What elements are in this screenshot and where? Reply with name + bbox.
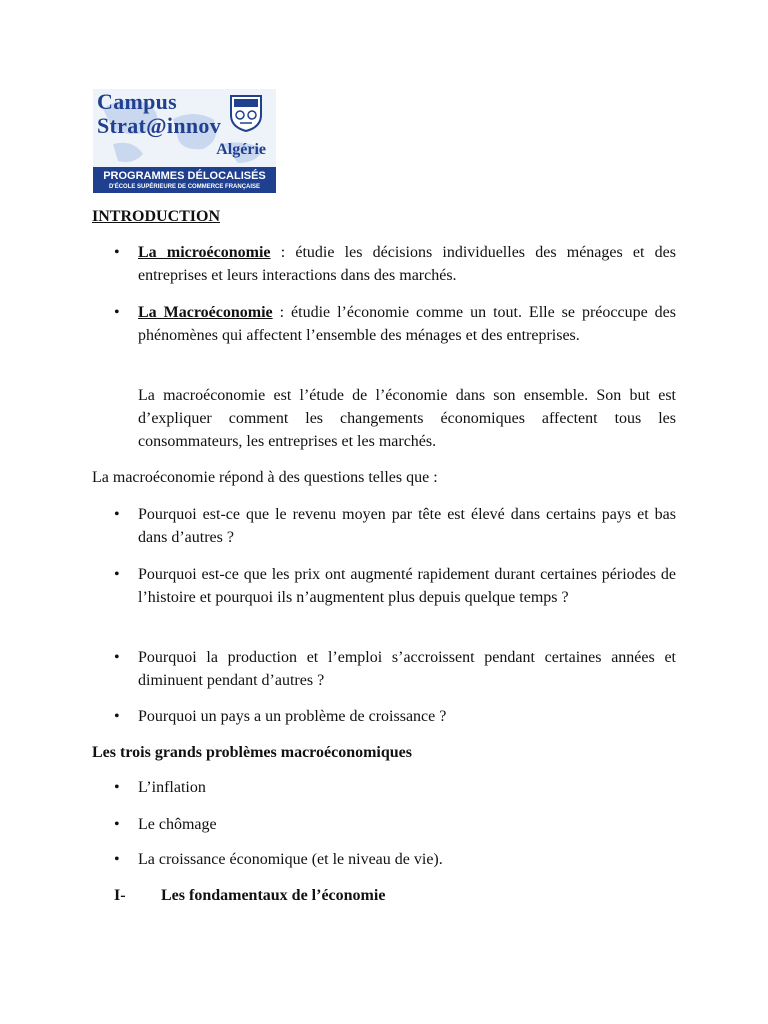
bullet-icon: • xyxy=(114,566,120,583)
definition-text: : étudie les décisions individuelles des ménages et des entreprises et leurs interactions dans des marchés. xyxy=(138,244,676,284)
bullet-icon: • xyxy=(114,851,120,868)
question-text: Pourquoi est-ce que les prix ont augmenté rapidement durant certaines périodes de l’histoire et pourquoi ils n’augmentent plus depuis quelque temps ? xyxy=(138,566,676,606)
problem-text: L’inflation xyxy=(138,779,206,796)
logo-line-campus: Campus xyxy=(97,89,178,114)
definition-item-macro xyxy=(92,301,676,347)
bullet-icon: • xyxy=(114,304,120,321)
list-item xyxy=(92,813,676,836)
problems-heading: Les trois grands problèmes macroéconomiques xyxy=(92,744,412,761)
logo-banner-subtitle: D'ÉCOLE SUPÉRIEURE DE COMMERCE FRANÇAISE xyxy=(108,184,261,190)
bullet-icon: • xyxy=(114,708,120,725)
definition-term: La Macroéconomie xyxy=(138,304,273,321)
bullet-icon: • xyxy=(114,506,120,523)
question-text: Pourquoi la production et l’emploi s’accroissent pendant certaines années et diminuent pendant d’autres ? xyxy=(138,649,676,689)
question-text: Pourquoi est-ce que le revenu moyen par tête est élevé dans certains pays et bas dans d’autres ? xyxy=(138,506,676,546)
introduction-heading: INTRODUCTION xyxy=(92,208,221,225)
list-item xyxy=(92,705,676,728)
question-text: Pourquoi un pays a un problème de croissance ? xyxy=(138,708,447,725)
macro-paragraph: La macroéconomie est l’étude de l’économie dans son ensemble. Son but est d’expliquer comment les changements économiques affectent tous les consommateurs, les entreprises et les marchés. xyxy=(138,387,676,450)
logo-banner xyxy=(93,167,276,193)
bullet-icon: • xyxy=(114,244,120,261)
list-item xyxy=(92,776,676,799)
list-item xyxy=(92,848,676,871)
logo-line-algerie: Algérie xyxy=(216,141,266,158)
crest-icon xyxy=(228,93,264,133)
list-item xyxy=(92,563,676,609)
logo-banner-title: PROGRAMMES DÉLOCALISÉS xyxy=(103,170,266,182)
campus-stratinnov-logo xyxy=(93,89,276,193)
problem-text: Le chômage xyxy=(138,816,217,833)
questions-intro: La macroéconomie répond à des questions telles que : xyxy=(92,469,438,486)
bullet-icon: • xyxy=(114,649,120,666)
bullet-icon: • xyxy=(114,816,120,833)
section-heading xyxy=(92,884,676,907)
section-number: I- xyxy=(114,887,126,904)
section-title: Les fondamentaux de l’économie xyxy=(161,887,386,904)
definition-item-micro xyxy=(92,241,676,287)
definition-text: : étudie l’économie comme un tout. Elle se préoccupe des phénomènes qui affectent l’ensemble des ménages et des entreprises. xyxy=(138,304,676,344)
definition-term: La microéconomie xyxy=(138,244,271,261)
logo-line-stratinnov: Strat@innov xyxy=(97,113,221,138)
problem-text: La croissance économique (et le niveau de vie). xyxy=(138,851,443,868)
list-item xyxy=(92,503,676,549)
bullet-icon: • xyxy=(114,779,120,796)
list-item xyxy=(92,646,676,692)
